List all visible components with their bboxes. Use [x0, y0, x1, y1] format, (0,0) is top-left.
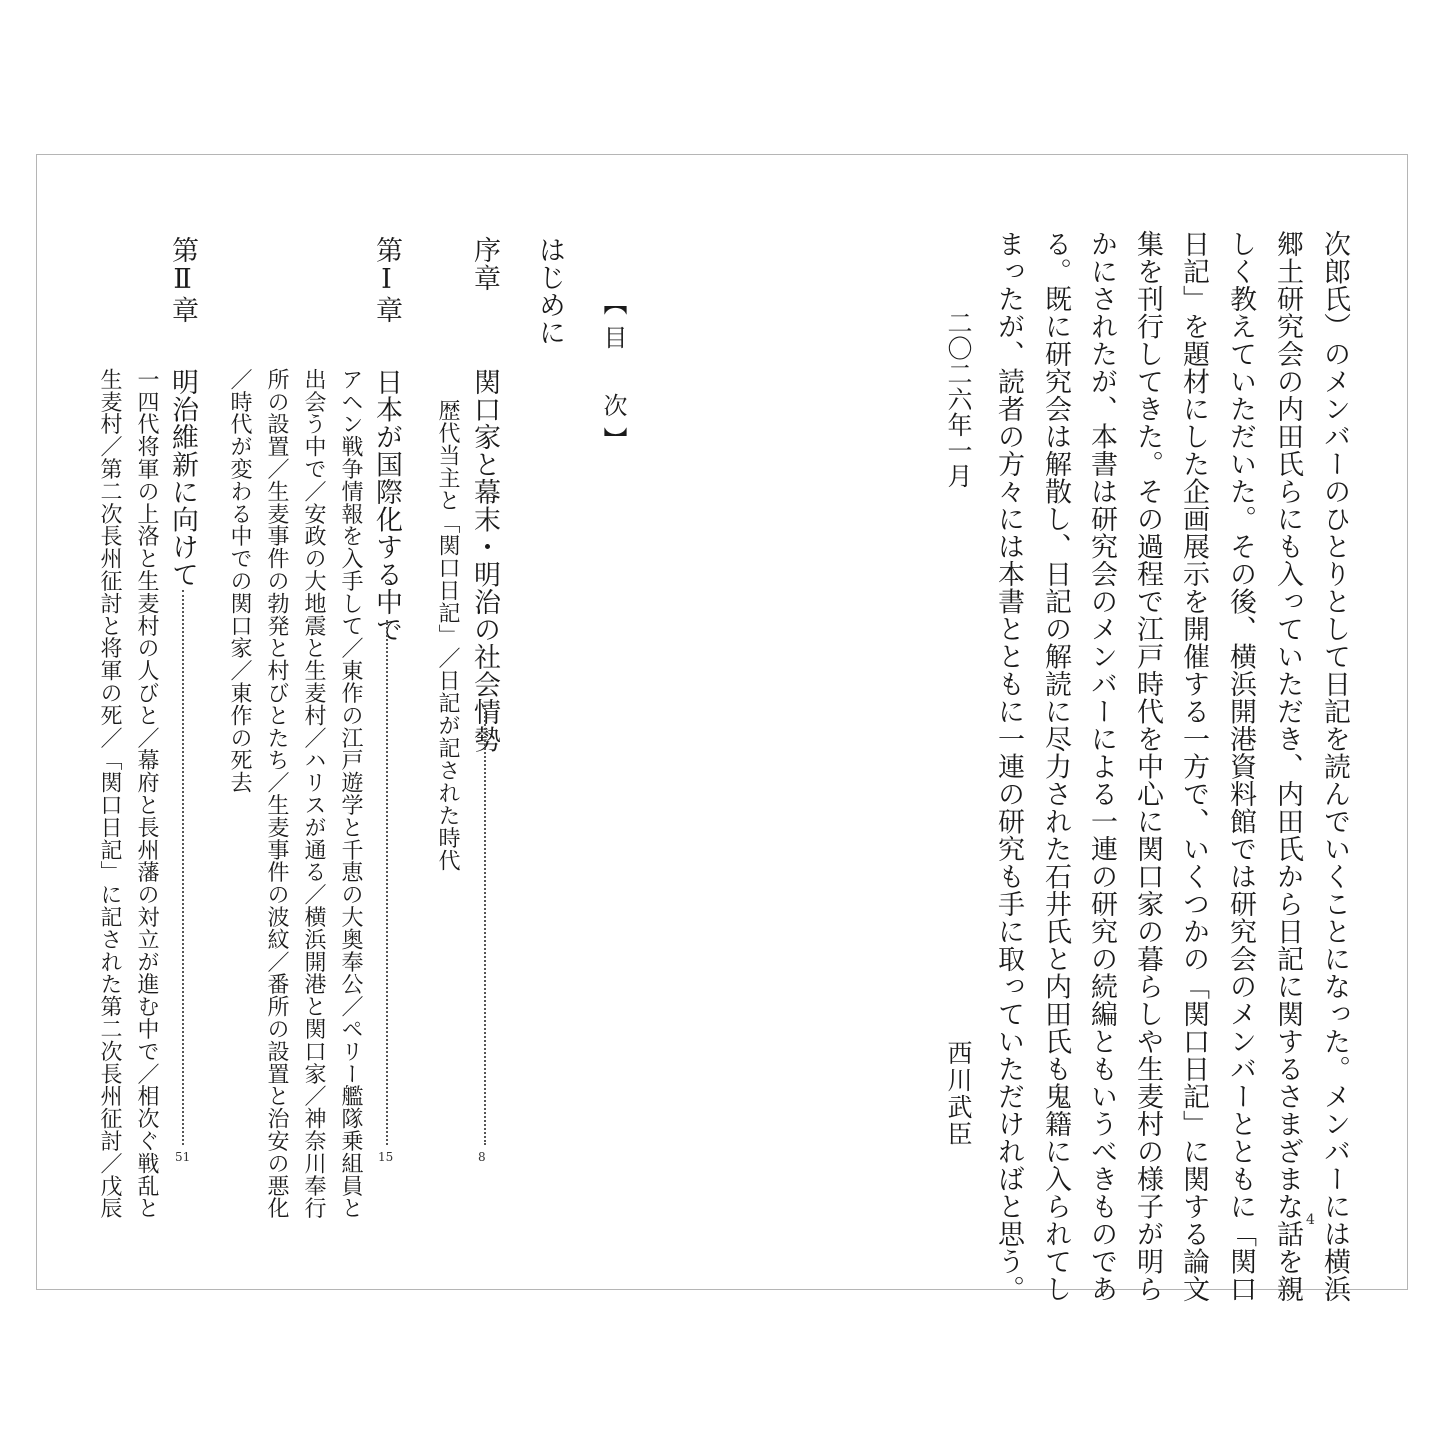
toc-heading: 【目 次】 — [599, 291, 627, 461]
toc-chapter-title[interactable]: 日本が国際化する中で — [371, 368, 402, 643]
toc-chapter-label[interactable]: 第Ⅱ章 — [167, 236, 198, 324]
toc-subsection: ／時代が変わる中での関口家／東作の死去 — [227, 368, 252, 794]
toc-subsection: 生麦村／第二次長州征討と将軍の死／「関口日記」に記された第二次長州征討／戊辰 — [97, 368, 122, 1220]
preface-line: 集を刊行してきた。その過程で江戸時代を中心に関口家の暮らしや生麦村の様子が明ら — [1132, 230, 1163, 1303]
preface-date: 二〇二六年一月 — [944, 310, 973, 489]
toc-chapter-label[interactable]: 第Ⅰ章 — [371, 236, 402, 324]
preface-line: 日記」を題材にした企画展示を開催する一方で、いくつかの「関口日記」に関する論文 — [1178, 230, 1209, 1303]
toc-page-number: 51 — [175, 1150, 191, 1164]
page-number: 4 — [1306, 1212, 1315, 1228]
toc-subsection: 一四代将軍の上洛と生麦村の人びと／幕府と長州藩の対立が進む中で／相次ぐ戦乱と — [134, 368, 159, 1220]
toc-chapter-title[interactable]: 明治維新に向けて — [167, 368, 198, 588]
preface-line: まったが、読者の方々には本書とともに一連の研究も手に取っていただければと思う。 — [993, 230, 1024, 1303]
toc-subsection: 歴代当主と「関口日記」／日記が記された時代 — [435, 399, 460, 872]
preface-line: 郷土研究会の内田氏らにも入っていただき、内田氏から日記に関するさまざまな話を親 — [1272, 230, 1303, 1303]
preface-line: かにされたが、本書は研究会のメンバーによる一連の研究の続編ともいうべきものであ — [1086, 230, 1117, 1303]
toc-page-number: 8 — [478, 1150, 486, 1164]
toc-subsection: 所の設置／生麦事件の勃発と村びとたち／生麦事件の波紋／番所の設置と治安の悪化 — [264, 368, 289, 1220]
preface-author: 西川武臣 — [944, 1040, 973, 1148]
toc-leader-dots — [182, 590, 184, 1145]
toc-page-number: 15 — [378, 1150, 394, 1164]
preface-line: る。既に研究会は解散し、日記の解読に尽力された石井氏と内田氏も鬼籍に入られてし — [1040, 230, 1071, 1303]
preface-line: 次郎氏）のメンバーのひとりとして日記を読んでいくことになった。メンバーには横浜 — [1319, 230, 1350, 1303]
preface-line: しく教えていただいた。その後、横浜開港資料館では研究会のメンバーとともに「関口 — [1225, 230, 1256, 1303]
toc-leader-dots — [484, 705, 486, 1145]
toc-chapter-title[interactable]: 関口家と幕末・明治の社会情勢 — [469, 368, 500, 753]
toc-chapter-label[interactable]: 序章 — [469, 236, 500, 292]
toc-hajimeni[interactable]: はじめに — [534, 236, 565, 346]
toc-subsection: アヘン戦争情報を入手して／東作の江戸遊学と千恵の大奥奉公／ペリー艦隊乗組員と — [338, 368, 363, 1220]
toc-subsection: 出会う中で／安政の大地震と生麦村／ハリスが通る／横浜開港と関口家／神奈川奉行 — [301, 368, 326, 1220]
toc-leader-dots — [386, 620, 388, 1145]
